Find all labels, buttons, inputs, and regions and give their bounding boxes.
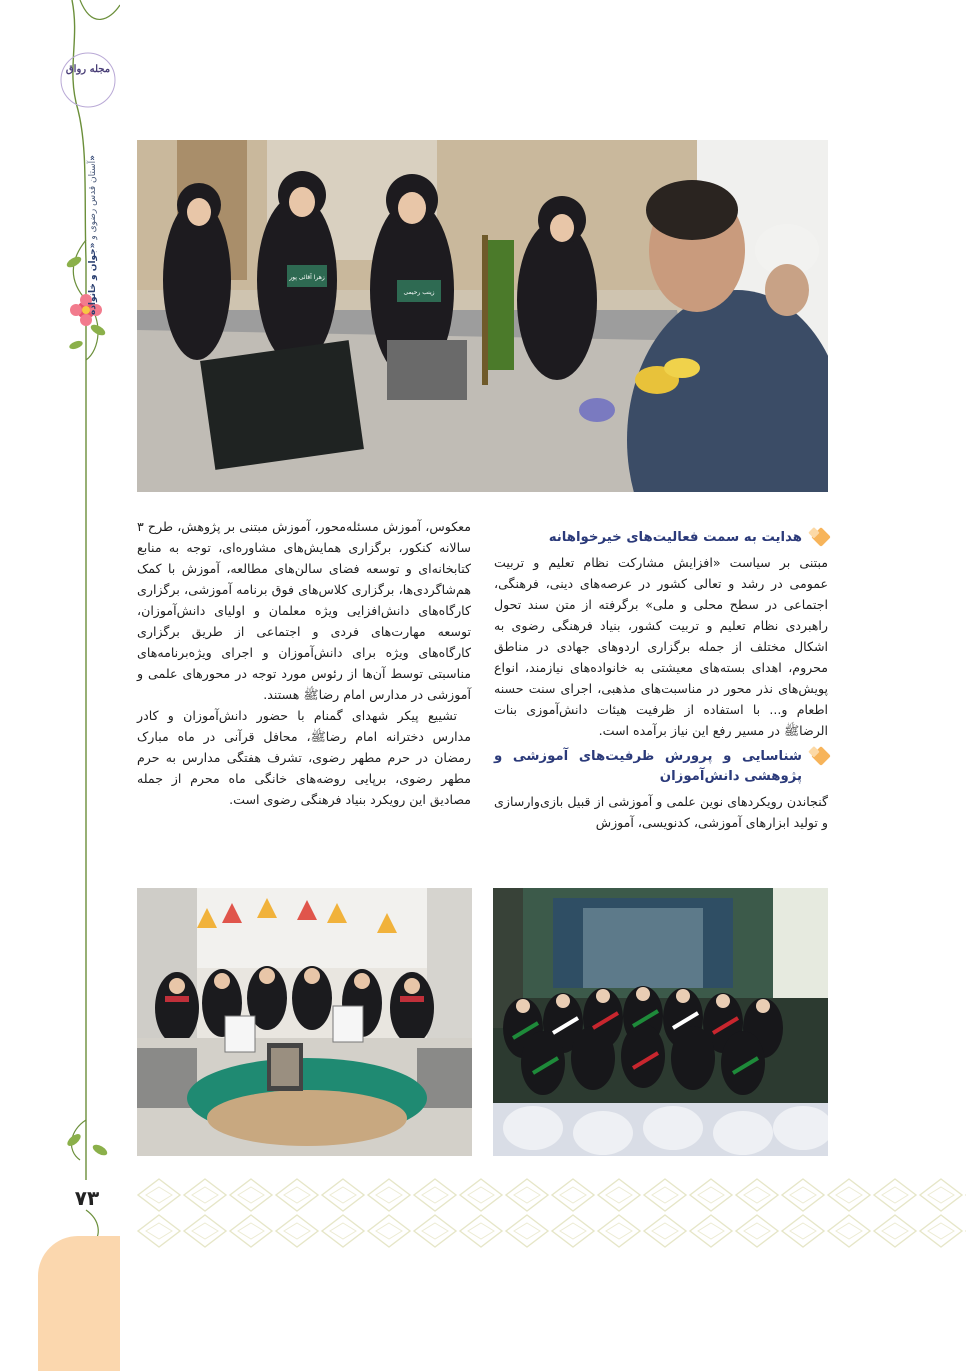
photo-classroom-memorial [137,888,472,1156]
section-heading-education: شناسایی و پرورش ظرفیت‌های آموزشی و پژوهشی دانش‌آموزان [494,747,828,787]
section-body-education: گنجاندن رویکردهای نوین علمی و آموزشی از قبیل بازی‌وارسازی و تولید ابزارهای آموزشی، کدنویسی، آموزش [494,794,828,830]
name-tag-1: زهرا آقائی پور [289,274,325,281]
vertical-magazine-title: آستان قدس رضوی و «جوان و خانواده» [88,155,98,315]
paragraph-education-continued: معکوس، آموزش مسئله‌محور، آموزش مبتنی بر پژوهش، طرح ۳ سالانه کنکور، برگزاری همایش‌های مشاوره‌ای، توجه به منابع کتابخانه‌ای و توسعه فضای سالن‌های مطالعه، آموزش با کمک هم‌شاگردی‌ها، برگزاری کلاس‌های فوق برنامه آموزشی، برگزاری کارگاه‌های دانش‌افزایی ویژه معلمان و اولیای دانش‌آموزان، توسعه مهارت‌های فردی و اجتماعی از طریق برگزاری کارگاه‌های ویژه برای دانش‌آموزان و اجرای ویژه‌برنامه‌های مناسبتی توسط آن‌ها از رئوس مورد توجه در محورهای علمی و آموزشی در مدارس امام رضاﷺ هستند. [137,519,471,702]
diamond-bullet-icon [811,527,831,547]
magazine-logo [58,50,118,110]
page-number: ۷۳ [74,1186,100,1210]
logo-text: مجله رواق [65,64,111,75]
photo-meeting [137,140,828,492]
section-body-charity: مبتنی بر سیاست «افزایش مشارکت نظام تعلیم و تربیت عمومی در رشد و تعالی کشور در عرصه‌های دینی، فرهنگی، اجتماعی در سطح محلی و ملی» برگرفته از متن سند تحول راهبردی نظام تعلیم و تربیت کشور، بنیاد فرهنگی رضوی به اشکال مختلف از جمله برگزاری اردوهای جهادی در مناطق محروم، اهدای بسته‌های معیشتی به خانواده‌های نیازمند، انواع پویش‌های نذر محور در مناسبت‌های مذهبی، اجرای سنت حسنه اطعام و... با استفاده از ظرفیت هیئات دانش‌آموزی بنات الرضاﷺ در مسیر رفع این نیاز برآمده است. [494,555,828,738]
diamond-bullet-icon [811,746,831,766]
name-tag-2: زینب رحیمی [403,289,435,296]
photo-students-celebrating [493,888,828,1156]
right-text-column [494,528,828,833]
page-corner-tab [38,1236,120,1371]
vine-border-decoration [0,0,120,1371]
left-text-column [137,516,471,810]
footer-ornament-pattern [136,1177,966,1249]
section-heading-charity: هدایت به سمت فعالیت‌های خیرخواهانه [494,528,828,548]
paragraph-religious-activities: تشییع پیکر شهدای گمنام با حضور دانش‌آموزان و کادر مدارس دخترانه امام رضاﷺ، محافل قرآنی در ماه مبارک رمضان در حرم مطهر رضوی، تشرف هفتگی مدارس به حرم مطهر رضوی، برپایی روضه‌های خانگی ماه محرم از جمله مصادیق این رویکرد بنیاد فرهنگی رضوی است. [137,708,471,807]
